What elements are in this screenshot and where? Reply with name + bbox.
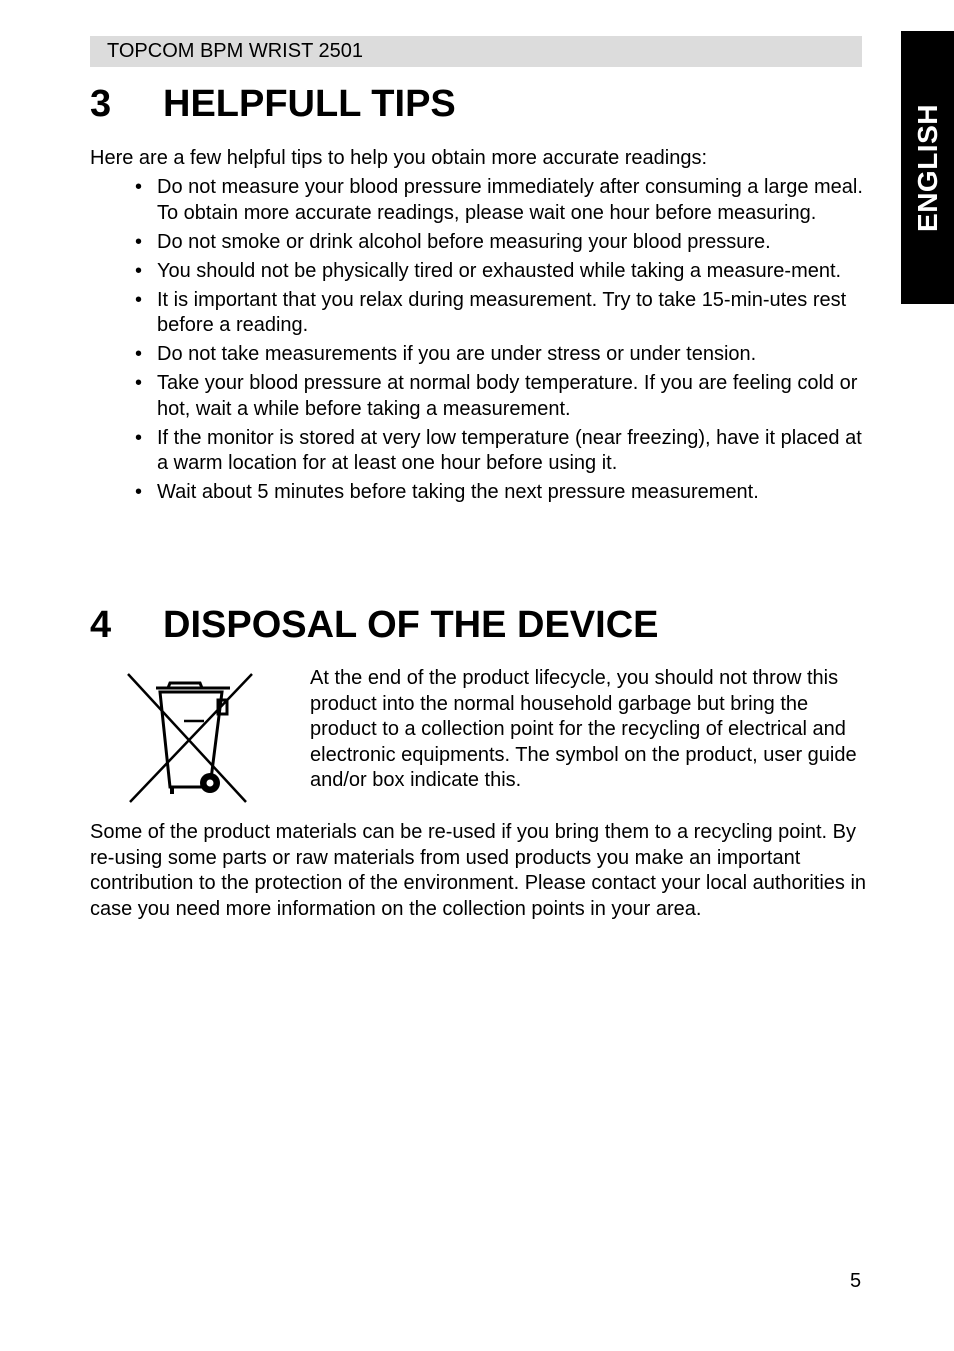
header-title: TOPCOM BPM WRIST 2501 xyxy=(107,40,363,62)
list-item: • Do not smoke or drink alcohol before measuring your blood pressure. xyxy=(135,230,771,253)
tips-list xyxy=(135,175,870,509)
running-header xyxy=(90,36,862,67)
section-3-heading xyxy=(90,82,456,126)
list-item: • You should not be physically tired or exhausted while taking a measure-ment. xyxy=(135,259,842,282)
list-item: • Wait about 5 minutes before taking the next pressure measurement. xyxy=(135,481,759,503)
list-item: • Do not measure your blood pressure immediately after consuming a large meal. To obtain more accurate readings, please wait one hour before measuring. xyxy=(135,176,863,224)
list-item: • It is important that you relax during measurement. Try to take 15-min-utes rest before a reading. xyxy=(135,288,847,336)
tips-intro: Here are a few helpful tips to help you obtain more accurate readings: xyxy=(90,147,708,169)
list-item: • Do not take measurements if you are under stress or under tension. xyxy=(135,343,757,365)
recycling-paragraph: Some of the product materials can be re-used if you bring them to a recycling point. By re-using some parts or raw materials from used products you make an important contribution to the protection of the environment. Please contact your local authorities in case you need more information on the collection points in your area. xyxy=(90,821,867,920)
section-4-number: 4 xyxy=(90,604,112,646)
list-item: • If the monitor is stored at very low temperature (near freezing), have it placed at a warm location for at least one hour before using it. xyxy=(135,426,862,474)
section-3-title: HELPFULL TIPS xyxy=(163,83,456,125)
section-4-title: DISPOSAL OF THE DEVICE xyxy=(163,604,659,646)
crossed-out-wheelie-bin-icon xyxy=(126,672,254,804)
language-tab-label: ENGLISH xyxy=(911,103,943,232)
weee-notice: At the end of the product lifecycle, you should not throw this product into the normal household garbage but bring the product to a collection point for the recycling of electrical and electronic equipments. The symbol on the product, user guide and/or box indicate this. xyxy=(310,667,857,791)
language-tab xyxy=(901,31,954,304)
page-number: 5 xyxy=(850,1270,862,1292)
list-item: • Take your blood pressure at normal body temperature. If you are feeling cold or hot, wait a while before taking a measurement. xyxy=(135,372,858,420)
section-3-number: 3 xyxy=(90,83,112,125)
section-4-heading xyxy=(90,603,658,647)
